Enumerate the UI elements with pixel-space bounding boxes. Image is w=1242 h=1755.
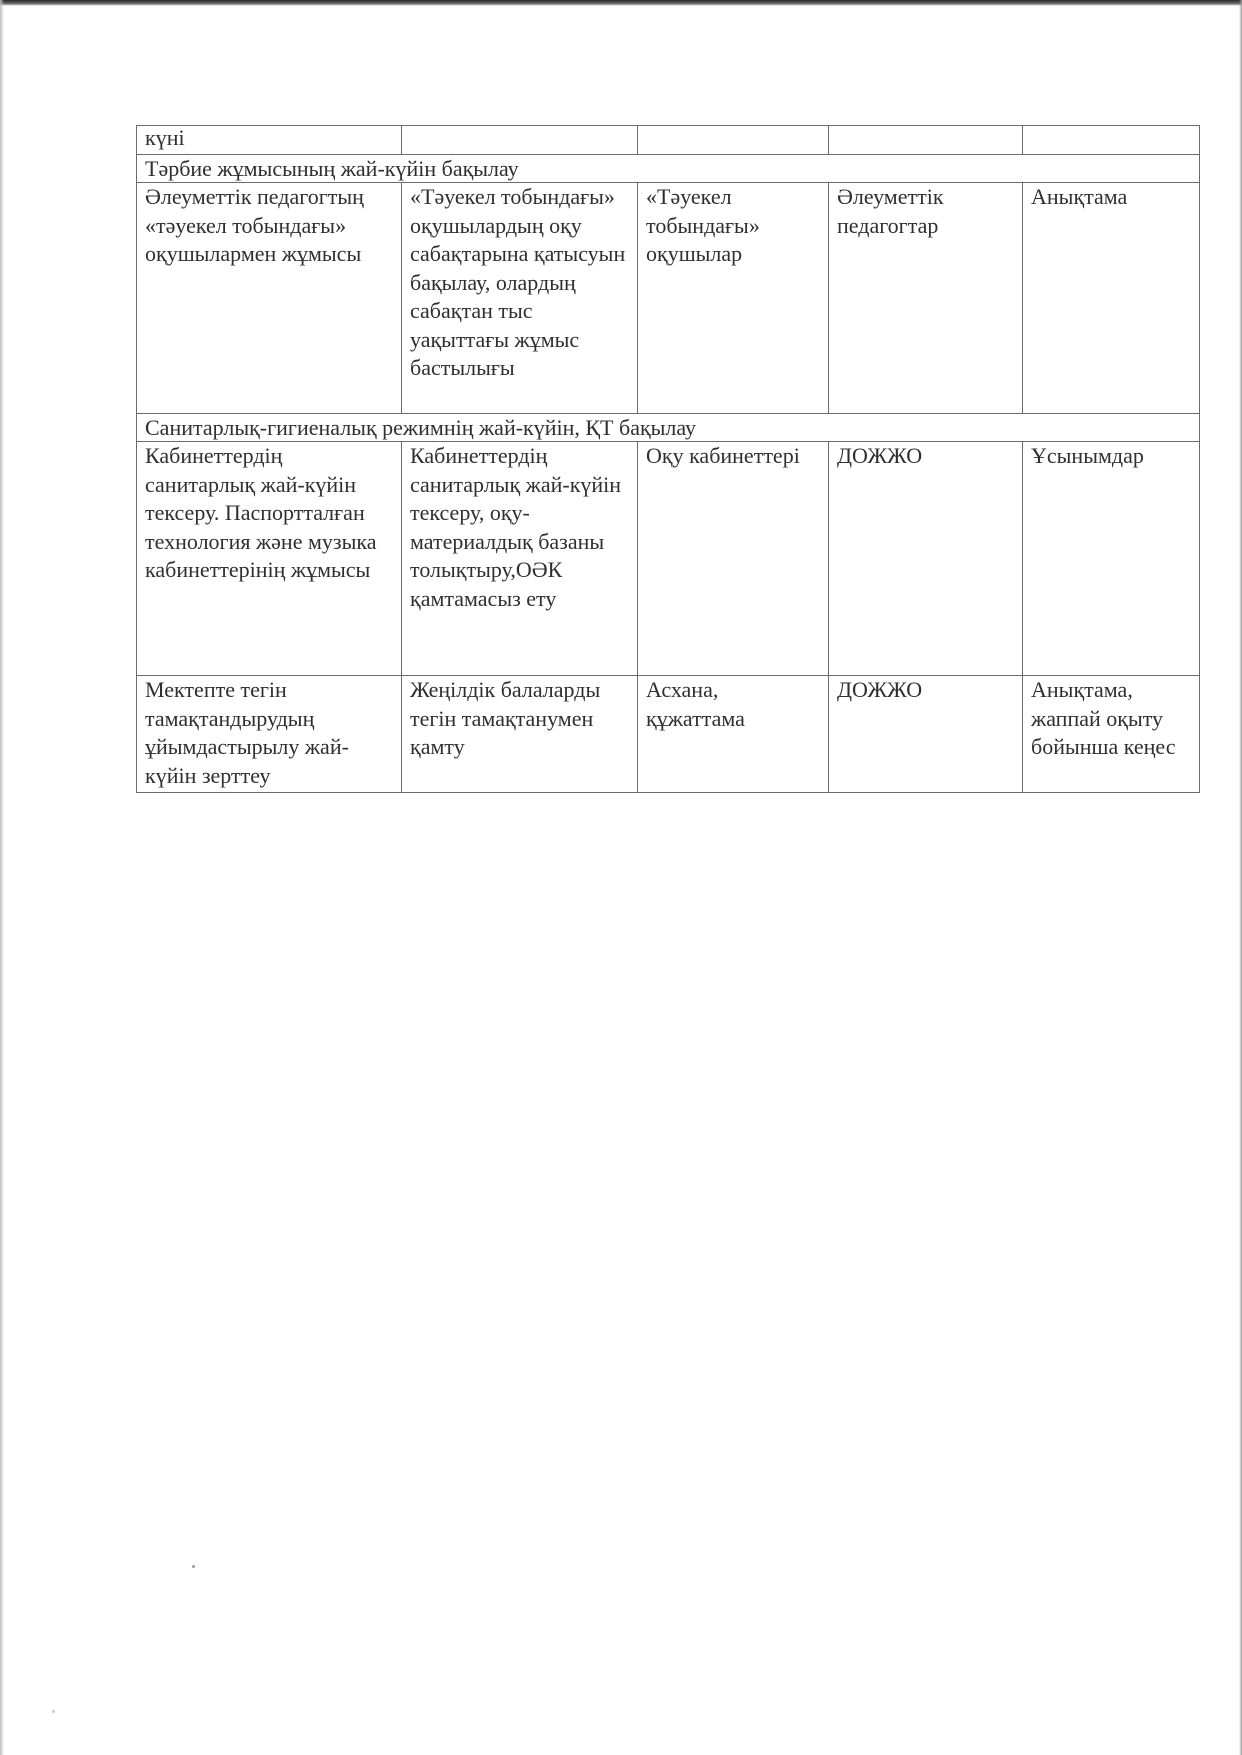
table-cell-responsible: Әлеуметтік педагогтар bbox=[829, 183, 1023, 414]
table-cell-result: Анықтама, жаппай оқыту бойынша кеңес bbox=[1023, 676, 1200, 793]
table-cell-result: Ұсынымдар bbox=[1023, 442, 1200, 676]
table-cell-control-object: Мектепте тегін тамақтандырудың ұйымдастырылу жай-күйін зерттеу bbox=[137, 676, 402, 793]
control-plan-table bbox=[136, 125, 1200, 793]
table-cell bbox=[1023, 126, 1200, 155]
section-title: Санитарлық-гигиеналық режимнің жай-күйін, ҚТ бақылау bbox=[137, 414, 1200, 442]
table-row bbox=[137, 442, 1200, 676]
table-cell bbox=[402, 126, 638, 155]
section-header-row bbox=[137, 414, 1200, 442]
table-cell: күні bbox=[137, 126, 402, 155]
scan-edge-top bbox=[0, 0, 1242, 6]
table-cell-control-subject: Оқу кабинеттері bbox=[638, 442, 829, 676]
table-cell-control-purpose: «Тәуекел тобындағы» оқушылардың оқу сабақтарына қатысуын бақылау, олардың сабақтан тыс уақыттағы жұмыс бастылығы bbox=[402, 183, 638, 414]
table-row bbox=[137, 676, 1200, 793]
table-cell-control-object: Әлеуметтік педагогтың «тәуекел тобындағы» оқушылармен жұмысы bbox=[137, 183, 402, 414]
table-row bbox=[137, 126, 1200, 155]
table-cell-control-subject: «Тәуекел тобындағы» оқушылар bbox=[638, 183, 829, 414]
section-header-row bbox=[137, 155, 1200, 183]
table-cell bbox=[638, 126, 829, 155]
section-title: Тәрбие жұмысының жай-күйін бақылау bbox=[137, 155, 1200, 183]
scan-speck bbox=[192, 1565, 195, 1568]
scan-speck bbox=[52, 1710, 55, 1713]
table-cell-control-purpose: Жеңілдік балаларды тегін тамақтанумен қамту bbox=[402, 676, 638, 793]
table-cell-control-subject: Асхана, құжаттама bbox=[638, 676, 829, 793]
table-cell-control-purpose: Кабинеттердің санитарлық жай-күйін тексеру, оқу-материалдық базаны толықтыру,ОӘК қамтамасыз ету bbox=[402, 442, 638, 676]
table-cell-responsible: ДОЖЖО bbox=[829, 442, 1023, 676]
table-cell-responsible: ДОЖЖО bbox=[829, 676, 1023, 793]
table-cell-control-object: Кабинеттердің санитарлық жай-күйін тексеру. Паспортталған технология және музыка кабинеттерінің жұмысы bbox=[137, 442, 402, 676]
scan-edge-left bbox=[0, 0, 4, 1755]
table-row bbox=[137, 183, 1200, 414]
table-cell bbox=[829, 126, 1023, 155]
table-cell-result: Анықтама bbox=[1023, 183, 1200, 414]
